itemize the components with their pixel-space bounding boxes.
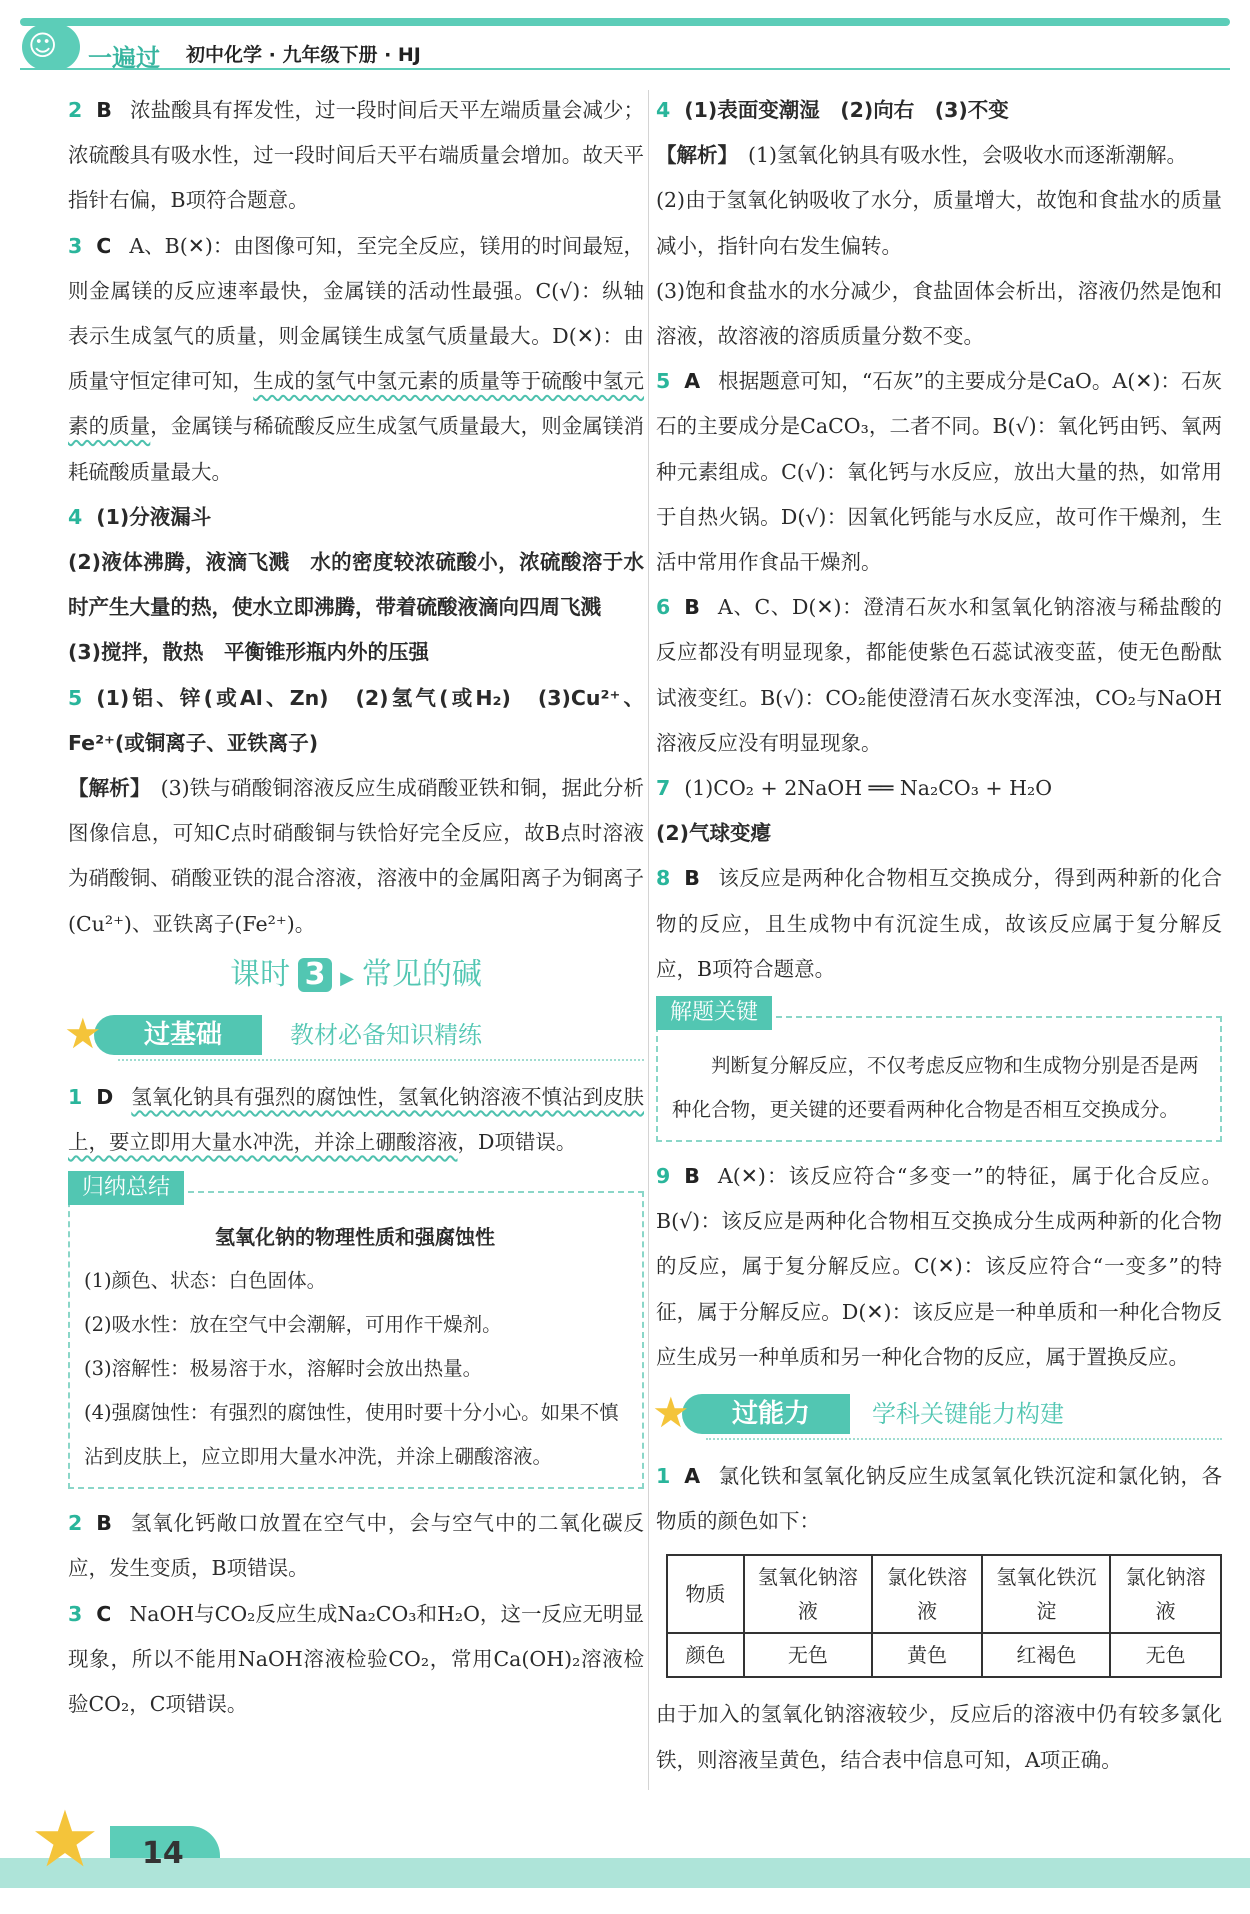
summary-point: (4)强腐蚀性：有强烈的腐蚀性，使用时要十分小心。如果不慎沾到皮肤上，应立即用大量水冲洗，并涂上硼酸溶液。 [84, 1401, 619, 1469]
section-dotted-rule [706, 1438, 1222, 1440]
table-cell: 黄色 [872, 1633, 983, 1677]
table-cell: 氯化铁溶液 [872, 1555, 983, 1633]
substance-color-table [666, 1554, 1222, 1678]
star-mascot-icon: ★ [652, 1388, 690, 1438]
lesson-heading: 课时 3 ▶ 常见的碱 [230, 956, 482, 992]
page-number: 14 [142, 1836, 184, 1871]
table-row-header: 物质 [667, 1555, 744, 1633]
analysis-item-4-part-2: (2)由于氢氧化钠吸收了水分，质量增大，故饱和食盐水的质量减小，指针向右发生偏转。 [656, 188, 1222, 258]
basic-item-3: 3 C NaOH与CO₂反应生成Na₂CO₃和H₂O，这一反应无明显现象，所以不能用NaOH溶液检验CO₂，常用Ca(OH)₂溶液检验CO₂，C项错误。 [68, 1601, 644, 1717]
answer-item-2: 2 B 浓盐酸具有挥发性，过一段时间后天平左端质量会减少；浓硫酸具有吸水性，过一段时间后天平右端质量会增加。故天平指针右偏，B项符合题意。 [68, 98, 644, 213]
column-divider [648, 90, 649, 1790]
book-title: 初中化学 · 九年级下册 · HJ [186, 44, 421, 66]
highlighted-text: 氢氧化钠具有强烈的腐蚀性，氢氧化钠溶液不慎沾到皮肤上，要立即用大量水冲洗，并涂上硼酸溶液 [68, 1084, 644, 1155]
answer-item-4-right: 4 (1)表面变潮湿 (2)向右 (3)不变 [656, 98, 1009, 122]
summary-title: 氢氧化钠的物理性质和强腐蚀性 [215, 1225, 495, 1250]
table-cell: 氢氧化钠溶液 [744, 1555, 872, 1633]
answer-item-4: 4 (1)分液漏斗 [68, 504, 212, 529]
analysis-item-4: 【解析】 (1)氢氧化钠具有吸水性，会吸收水而逐渐潮解。 [656, 143, 1188, 168]
header-underline [20, 68, 1230, 70]
summary-tag: 归纳总结 [68, 1171, 184, 1205]
summary-box [68, 1175, 644, 1489]
brand-name: 一遍过 [88, 44, 160, 72]
ability-item-1: 1 A 氯化铁和氢氧化钠反应生成氢氧化铁沉淀和氯化钠，各物质的颜色如下： [656, 1464, 1222, 1534]
answer-item-7: 7 (1)CO₂ + 2NaOH ══ Na₂CO₃ + H₂O [656, 776, 1053, 801]
answer-item-3: 3 C A、B(✕)：由图像可知，至完全反应，镁用的时间最短，则金属镁的反应速率最快，金属镁的活动性最强。C(√)：纵轴表示生成氢气的质量，则金属镁生成氢气质量最大。D(✕)：由质量守恒定律可知，生成的氢气中氢元素的质量等于硫酸中氢元素的质量，金属镁与稀硫酸反应生成氢气质量最大，则金属镁消耗硫酸质量最大。 [68, 233, 645, 484]
answer-item-5: 5 (1)铝、锌(或Al、Zn) (2)氢气(或H₂) (3)Cu²⁺、Fe²⁺(或铜离子、亚铁离子) [68, 685, 644, 755]
basic-item-2: 2 B 氢氧化钙敞口放置在空气中，会与空气中的二氧化碳反应，发生变质，B项错误。 [68, 1511, 644, 1581]
answer-item-7-part-2: (2)气球变瘪 [656, 821, 772, 846]
answer-item-6: 6 B A、C、D(✕)：澄清石灰水和氢氧化钠溶液与稀盐酸的反应都没有明显现象，都能使紫色石蕊试液变蓝，使无色酚酞试液变红。B(√)：CO₂能使澄清石灰水变浑浊，CO₂与NaOH溶液反应没有明显现象。 [656, 595, 1222, 755]
triangle-arrow-icon: ▶ [340, 967, 354, 989]
key-point-text: 判断复分解反应，不仅考虑反应物和生成物分别是否是两种化合物，更关键的还要看两种化合物是否相互交换成分。 [672, 1054, 1199, 1122]
star-mascot-icon: ★ [64, 1008, 102, 1058]
section-dotted-rule [118, 1059, 644, 1061]
analysis-item-5: 【解析】 (3)铁与硝酸铜溶液反应生成硝酸亚铁和铜，据此分析图像信息，可知C点时硝酸铜与铁恰好完全反应，故B点时溶液为硝酸铜、硝酸亚铁的混合溶液，溶液中的金属阳离子为铜离子(Cu²⁺)、亚铁离子(Fe²⁺)。 [68, 776, 644, 936]
table-cell: 氢氧化铁沉淀 [982, 1555, 1110, 1633]
analysis-item-4-part-3: (3)饱和食盐水的水分减少，食盐固体会析出，溶液仍然是饱和溶液，故溶液的溶质质量分数不变。 [656, 278, 1222, 349]
footer-band [0, 1858, 1250, 1888]
section-banner-basic: 过基础 ★ 教材必备知识精练 [58, 1005, 644, 1065]
summary-point: (2)吸水性：放在空气中会潮解，可用作干燥剂。 [84, 1313, 502, 1337]
right-column [652, 88, 1222, 1783]
answer-item-5-right: 5 A 根据题意可知，“石灰”的主要成分是CaO。A(✕)：石灰石的主要成分是CaCO₃，二者不同。B(√)：氧化钙由钙、氧两种元素组成。C(√)：氧化钙与水反应，放出大量的热，如常用于自热火锅。D(√)：因氧化钙能与水反应，故可作干燥剂，生活中常用作食品干燥剂。 [656, 369, 1222, 575]
table-cell: 无色 [744, 1633, 872, 1677]
lesson-number-badge: 3 [298, 958, 332, 992]
basic-item-1: 1 D 氢氧化钠具有强烈的腐蚀性，氢氧化钠溶液不慎沾到皮肤上，要立即用大量水冲洗，并涂上硼酸溶液，D项错误。 [68, 1084, 644, 1155]
ability-item-1-conclusion: 由于加入的氢氧化钠溶液较少，反应后的溶液中仍有较多氯化铁，则溶液呈黄色，结合表中信息可知，A项正确。 [656, 1702, 1222, 1772]
table-cell: 氯化钠溶液 [1110, 1555, 1221, 1633]
highlighted-text: 生成的氢气中氢元素的质量等于硫酸中氢元素的质量 [68, 369, 645, 439]
table-row [667, 1555, 1221, 1633]
answer-item-4-part-3: (3)搅拌，散热 平衡锥形瓶内外的压强 [68, 640, 430, 665]
table-cell: 红褐色 [982, 1633, 1110, 1677]
header-top-bar [20, 18, 1230, 26]
key-point-box [656, 1000, 1222, 1142]
mascot-logo-icon: ☺ [22, 24, 80, 70]
key-point-tag: 解题关键 [656, 996, 772, 1030]
answer-item-4-part-2: (2)液体沸腾，液滴飞溅 水的密度较浓硫酸小，浓硫酸溶于水时产生大量的热，使水立即沸腾，带着硫酸液滴向四周飞溅 [68, 550, 644, 620]
table-row-header: 颜色 [667, 1633, 744, 1677]
answer-item-8: 8 B 该反应是两种化合物相互交换成分，得到两种新的化合物的反应，且生成物中有沉淀生成，故该反应属于复分解反应，B项符合题意。 [656, 866, 1222, 981]
summary-point: (3)溶解性：极易溶于水，溶解时会放出热量。 [84, 1357, 483, 1381]
table-cell: 无色 [1110, 1633, 1221, 1677]
summary-point: (1)颜色、状态：白色固体。 [84, 1269, 327, 1293]
section-banner-ability: 过能力 ★ 学科关键能力构建 [646, 1384, 1222, 1444]
answer-item-9: 9 B A(✕)：该反应符合“多变一”的特征，属于化合反应。B(√)：该反应是两种化合物相互交换成分生成两种新的化合物的反应，属于复分解反应。C(✕)：该反应符合“一变多”的特征，属于分解反应。D(✕)：该反应是一种单质和一种化合物反应生成另一种单质和另一种化合物的反应，属于置换反应。 [656, 1164, 1222, 1369]
left-column [64, 88, 645, 1727]
star-mascot-icon: ★ [30, 1795, 100, 1885]
table-row [667, 1633, 1221, 1677]
